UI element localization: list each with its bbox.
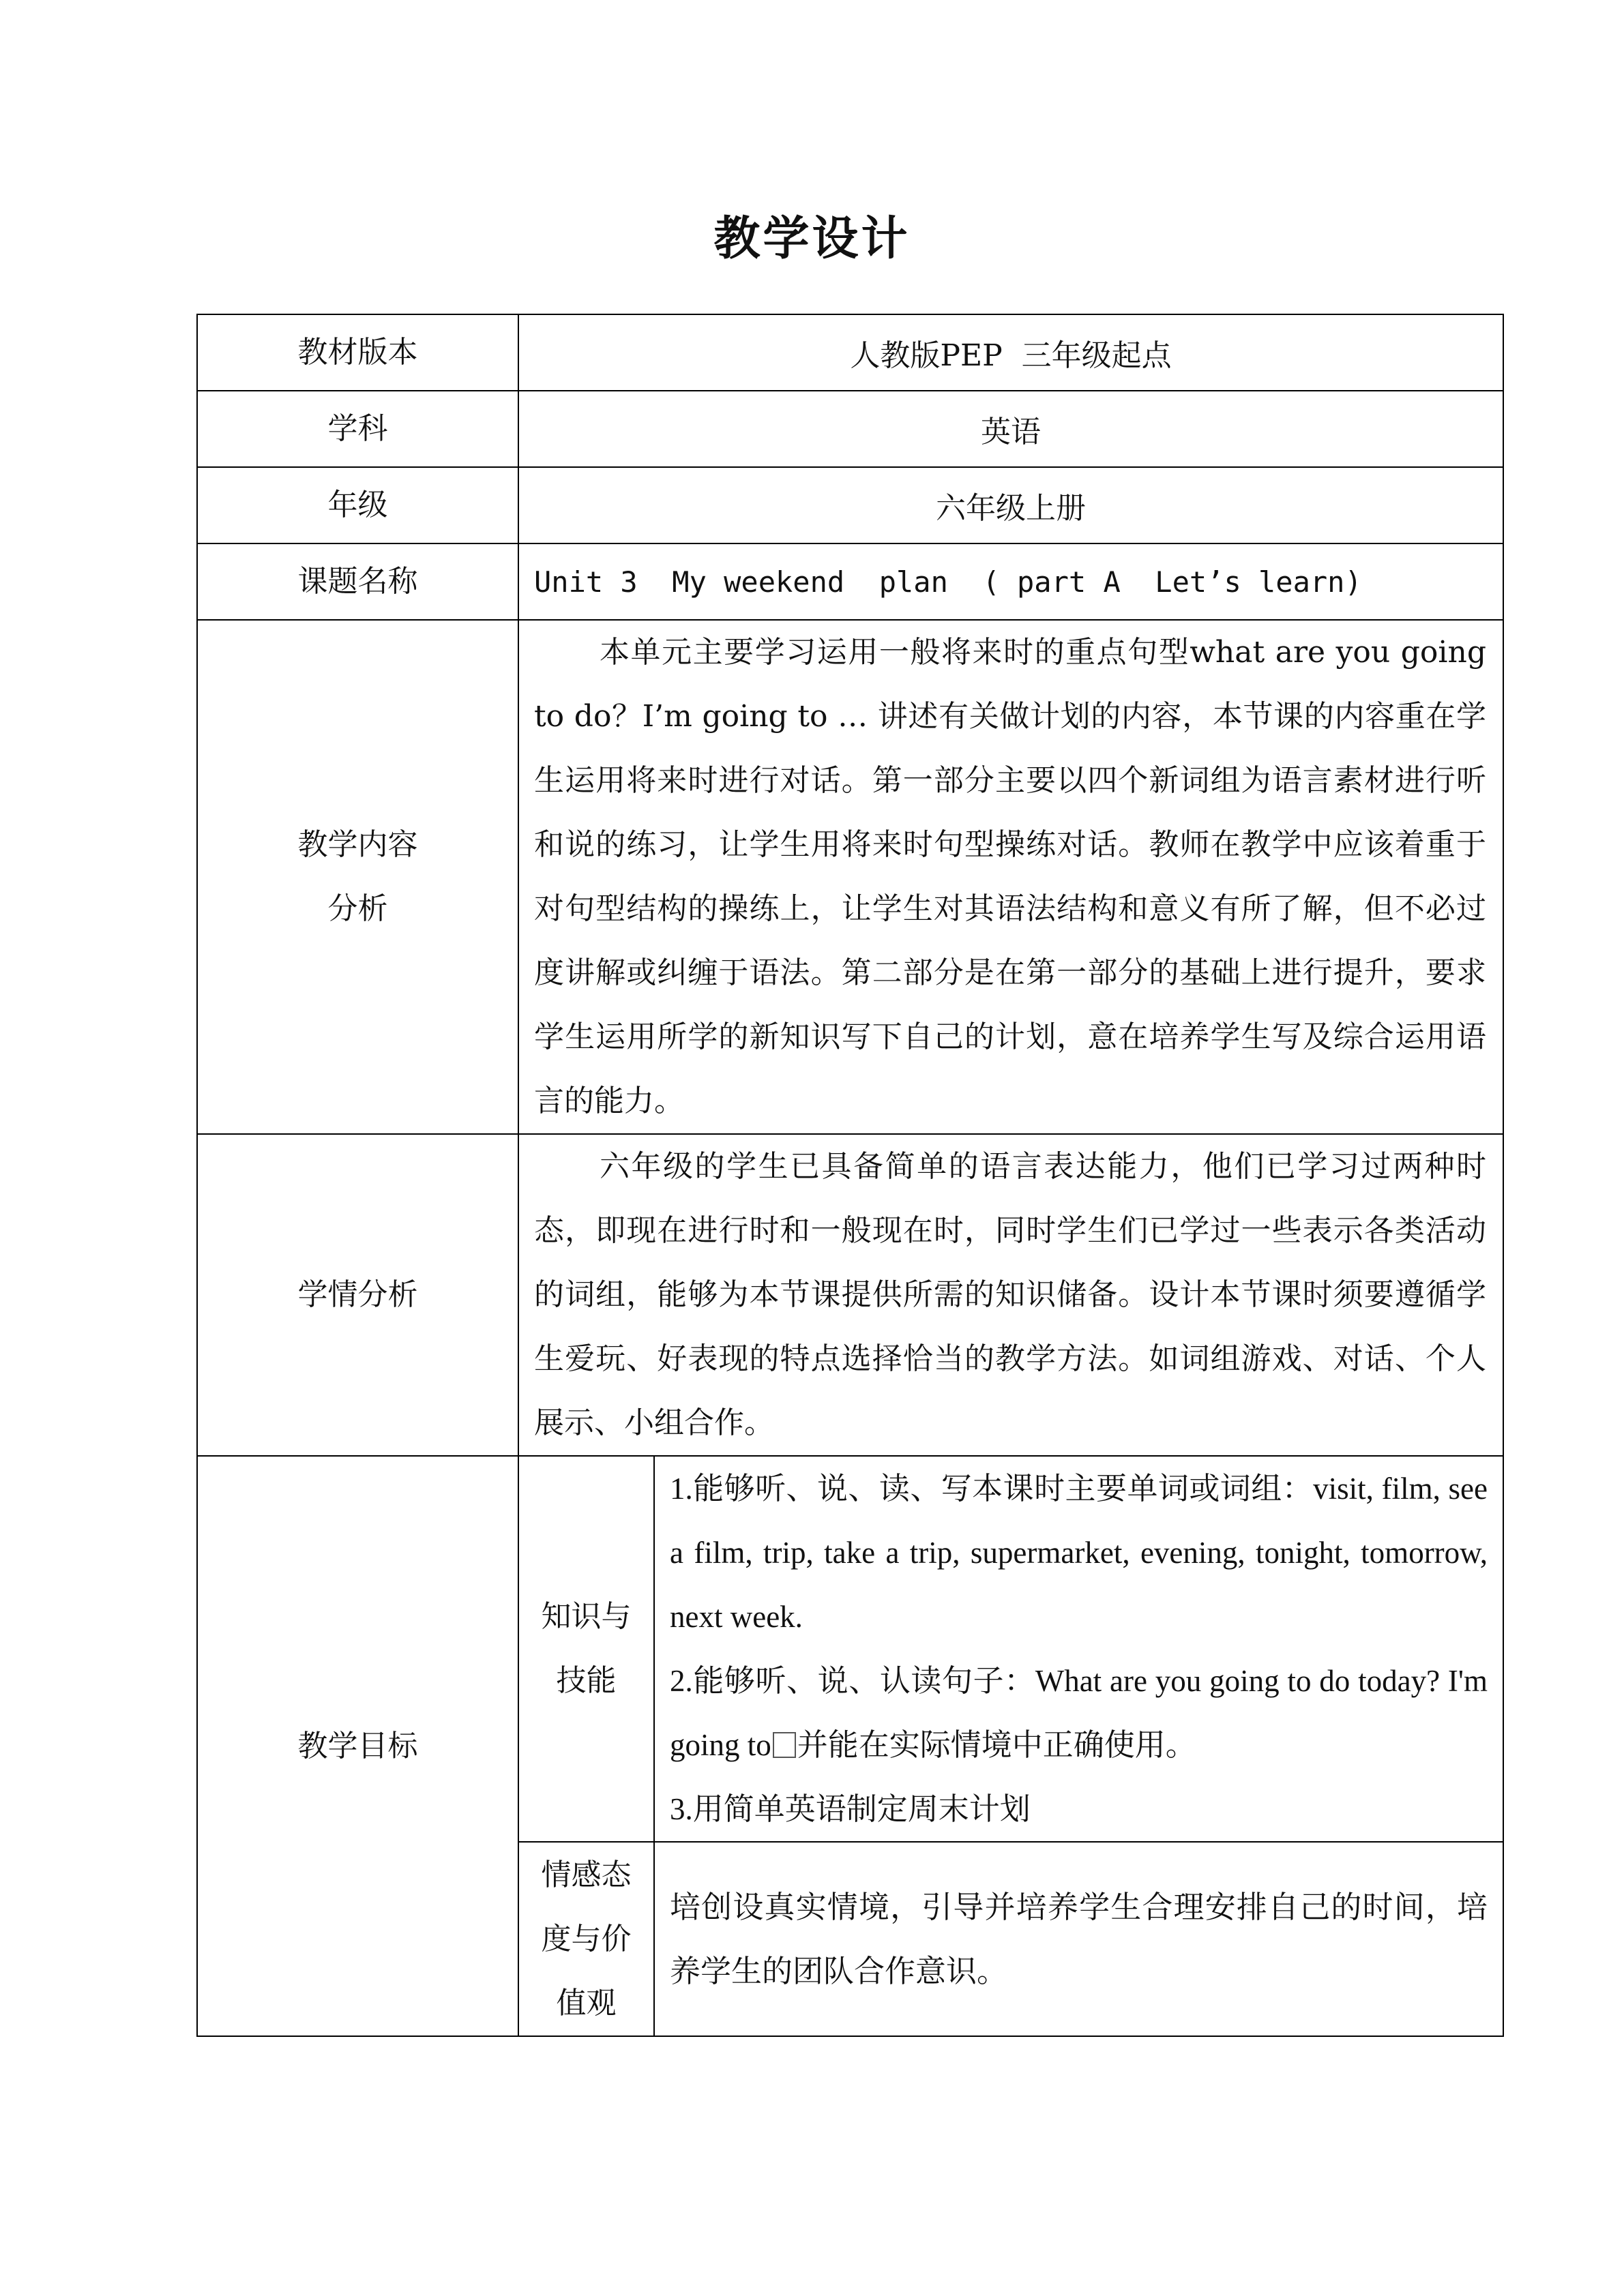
row-textbook: [197, 314, 1503, 391]
label-grade: 年级: [197, 467, 518, 543]
value-lesson: Unit 3 My weekend plan ( part A Let’s learn): [518, 543, 1503, 620]
row-objectives-knowledge: [197, 1456, 1503, 1842]
label-content-analysis: [197, 620, 518, 1134]
objective-item-2-start: 2.能够听、说、认读句子：What are you going to do today? I'm going to: [670, 1664, 1488, 1762]
objective-item-1: 1.能够听、说、读、写本课时主要单词或词组：visit, film, see a film, trip, take a trip, supermarket, evening, tonight, tomorrow, next week.: [670, 1472, 1488, 1634]
label-objectives: 教学目标: [197, 1456, 518, 2036]
label-emotion-line2: 度与价: [541, 1921, 632, 1956]
label-emotion-values: [518, 1842, 654, 2036]
row-subject: [197, 391, 1503, 467]
row-content-analysis: [197, 620, 1503, 1134]
placeholder-box-icon: [773, 1732, 796, 1758]
learner-analysis-text: 六年级的学生已具备简单的语言表达能力，他们已学习过两种时态，即现在进行时和一般现在时，同时学生们已学过一些表示各类活动的词组，能够为本节课提供所需的知识储备。设计本节课时须要遵循学生爱玩、好表现的特点选择恰当的教学方法。如词组游戏、对话、个人展示、小组合作。: [518, 1134, 1503, 1456]
value-subject: 英语: [518, 391, 1503, 467]
label-learner-analysis: 学情分析: [197, 1134, 518, 1456]
label-textbook: 教材版本: [197, 314, 518, 391]
knowledge-objectives: [654, 1456, 1503, 1842]
lesson-plan-table: [196, 314, 1504, 2037]
objective-item-3: 3.用简单英语制定周末计划: [670, 1792, 1031, 1826]
label-emotion-line1: 情感态: [541, 1857, 632, 1892]
label-content-analysis-line1: 教学内容: [297, 827, 418, 862]
label-emotion-line3: 值观: [556, 1985, 617, 2021]
label-knowledge-line2: 技能: [556, 1663, 617, 1698]
row-lesson: [197, 543, 1503, 620]
row-learner-analysis: [197, 1134, 1503, 1456]
label-knowledge-skills: [518, 1456, 654, 1842]
value-textbook: 人教版PEP 三年级起点: [518, 314, 1503, 391]
label-content-analysis-line2: 分析: [327, 891, 388, 926]
label-lesson: 课题名称: [197, 543, 518, 620]
value-grade: 六年级上册: [518, 467, 1503, 543]
content-analysis-text: 本单元主要学习运用一般将来时的重点句型what are you going to do？I’m going to … 讲述有关做计划的内容，本节课的内容重在学生运用将来时进行对话。第一部分主要以四个新词组为语言素材进行听和说的练习，让学生用将来时句型操练对话。教师在教学中应该着重于对句型结构的操练上，让学生对其语法结构和意义有所了解，但不必过度讲解或纠缠于语法。第二部分是在第一部分的基础上进行提升，要求学生运用所学的新知识写下自己的计划，意在培养学生写及综合运用语言的能力。: [518, 620, 1503, 1134]
label-subject: 学科: [197, 391, 518, 467]
objective-item-2-end: 并能在实际情境中正确使用。: [797, 1728, 1196, 1762]
label-knowledge-line1: 知识与: [541, 1599, 632, 1634]
objective-item-2: [670, 1649, 1488, 1777]
row-grade: [197, 467, 1503, 543]
emotion-objectives-text: 培创设真实情境，引导并培养学生合理安排自己的时间，培养学生的团队合作意识。: [654, 1842, 1503, 2036]
page-title: 教学设计: [713, 211, 911, 266]
